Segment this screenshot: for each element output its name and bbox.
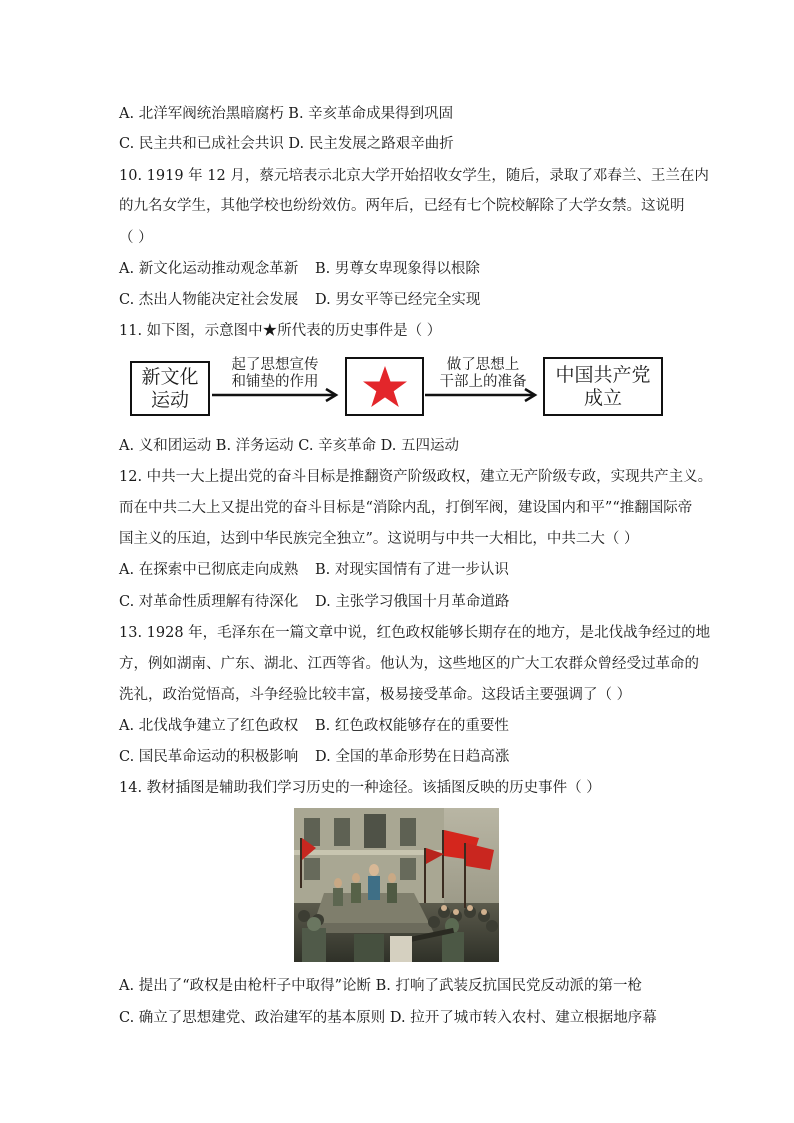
q12-stem-line2: 而在中共二大上又提出党的奋斗目标是“消除内乱，打倒军阀，建设国内和平”“推翻国际帝 [119,500,693,516]
q11-options: A. 义和团运动 B. 洋务运动 C. 辛亥革命 D. 五四运动 [119,438,460,454]
q14-stem: 14. 教材插图是辅助我们学习历史的一种途径。该插图反映的历史事件（ ） [119,780,601,796]
box3-line2: 成立 [583,386,622,409]
q12-options-row1 [119,560,509,580]
q11-stem: 11. 如下图，示意图中★所代表的历史事件是（ ） [119,323,442,339]
arrow2-icon [425,387,543,403]
q10-options-row2 [119,290,480,310]
q10-option-b: B. 男尊女卑现象得以根除 [315,261,480,277]
q11-flow-diagram [128,355,664,417]
box1-line2: 运动 [150,388,189,411]
q13-option-d: D. 全国的革命形势在日趋高涨 [315,749,510,765]
red-star-icon [362,365,408,409]
q10-option-c: C. 杰出人物能决定社会发展 [119,292,299,308]
q12-option-a: A. 在探索中已彻底走向成熟 [119,562,299,578]
q10-option-a: A. 新文化运动推动观念革新 [119,261,299,277]
arrow2-label [427,357,539,391]
box-new-culture-movement [130,361,210,416]
arrow1-icon [212,387,344,403]
arrow1-line2: 和铺垫的作用 [231,374,319,390]
q14-option-cd: C. 确立了思想建党、政治建军的基本原则 D. 拉开了城市转入农村、建立根据地序幕 [119,1010,657,1026]
q13-option-a: A. 北伐战争建立了红色政权 [119,718,299,734]
q12-stem-line3: 国主义的压迫，达到中华民族完全独立”。这说明与中共一大相比，中共二大（ ） [119,531,639,547]
q10-stem-line2: 的九名女学生，其他学校也纷纷效仿。两年后，已经有七个院校解除了大学女禁。这说明 [119,198,685,214]
q10-option-d: D. 男女平等已经完全实现 [315,292,481,308]
q10-options-row1 [119,259,480,279]
q10-stem-line1: 10. 1919 年 12 月，蔡元培表示北京大学开始招收女学生，随后，录取了邓春兰、王兰在内 [119,168,709,184]
q9-option-ab: A. 北洋军阀统治黑暗腐朽 B. 辛亥革命成果得到巩固 [119,106,454,122]
arrow2-line1: 做了思想上 [446,357,520,373]
q14-option-ab: A. 提出了“政权是由枪杆子中取得”论断 B. 打响了武装反抗国民党反动派的第一枪 [119,978,642,994]
q10-stem-line3: （ ） [119,230,153,246]
q13-options-row1 [119,716,509,736]
box1-line1: 新文化 [141,365,199,388]
arrow2-line2: 干部上的准备 [439,374,527,390]
q12-options-row2 [119,592,509,612]
q13-option-c: C. 国民革命运动的积极影响 [119,749,299,765]
q9-option-cd: C. 民主共和已成社会共识 D. 民主发展之路艰辛曲折 [119,136,454,152]
box3-line1: 中国共产党 [555,363,651,386]
box-ccp-founded [543,357,663,416]
q12-option-c: C. 对革命性质理解有待深化 [119,594,299,610]
arrow1-line1: 起了思想宣传 [231,357,319,373]
box-star-event [345,357,424,416]
q13-stem-line1: 13. 1928 年，毛泽东在一篇文章中说，红色政权能够长期存在的地方，是北伐战争经过的地 [119,625,711,641]
q12-option-b: B. 对现实国情有了进一步认识 [315,562,509,578]
q13-stem-line2: 方，例如湖南、广东、湖北、江西等省。他认为，这些地区的广大工农群众曾经受过革命的 [119,656,699,672]
q13-stem-line3: 洗礼，政治觉悟高，斗争经验比较丰富，极易接受革命。这段话主要强调了（ ） [119,687,632,703]
q14-illustration-painting [294,808,499,962]
q13-options-row2 [119,747,509,767]
arrow1-label [216,357,334,391]
q12-option-d: D. 主张学习俄国十月革命道路 [315,594,510,610]
q13-option-b: B. 红色政权能够存在的重要性 [315,718,509,734]
q12-stem-line1: 12. 中共一大上提出党的奋斗目标是推翻资产阶级政权，建立无产阶级专政，实现共产主义。 [119,469,713,485]
